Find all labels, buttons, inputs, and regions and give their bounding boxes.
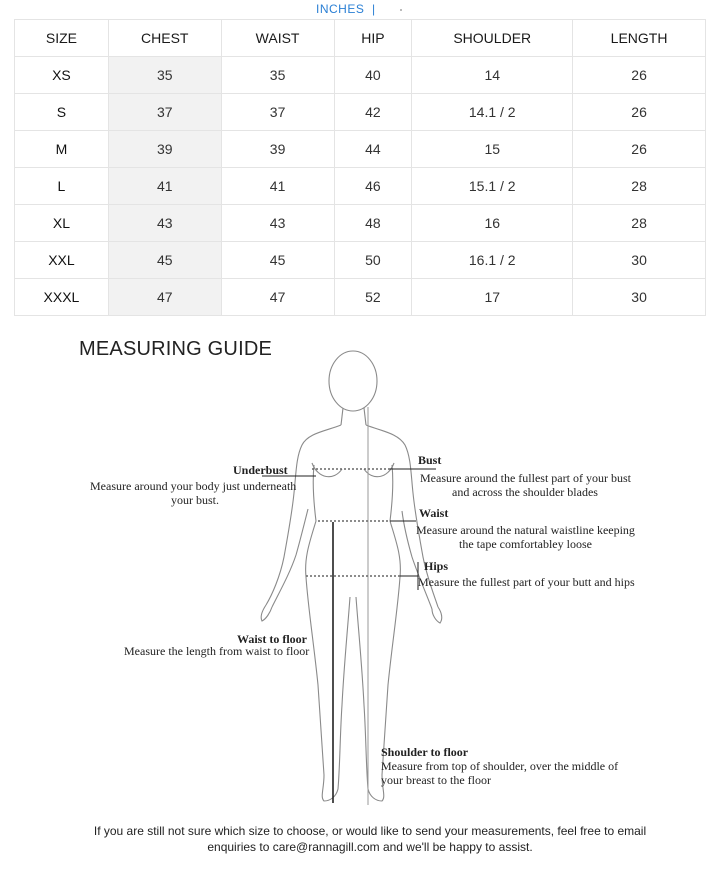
size-cell: S [15,94,109,131]
unit-separator: | [372,2,376,16]
unit-toggle [0,0,719,18]
shoulder-cell: 15.1 / 2 [412,168,573,205]
length-cell: 28 [573,205,706,242]
hips-desc-line1: Measure the fullest part of your butt and hips [418,575,635,589]
shoulder-cell: 16 [412,205,573,242]
table-row [15,168,706,205]
table-row [15,279,706,316]
length-cell: 28 [573,168,706,205]
hip-cell: 46 [334,168,412,205]
waist-cell: 45 [221,242,334,279]
underbust-desc-line2: your bust. [171,493,219,507]
measuring-guide-figure [0,345,719,815]
footer-line-2: enquiries to care@rannagill.com and we'll be happy to assist. [207,840,533,854]
waist-cell: 37 [221,94,334,131]
header-size: SIZE [15,20,109,57]
underbust-desc-line1: Measure around your body just underneath [90,479,297,493]
shoulder-to-floor-heading: Shoulder to floor [381,745,469,759]
shoulder-cell: 14.1 / 2 [412,94,573,131]
shoulder-cell: 16.1 / 2 [412,242,573,279]
size-cell: XXXL [15,279,109,316]
shoulder-cell: 17 [412,279,573,316]
shoulder-cell: 14 [412,57,573,94]
header-shoulder: SHOULDER [412,20,573,57]
hip-cell: 40 [334,57,412,94]
length-cell: 30 [573,279,706,316]
waist-desc-line2: the tape comfortabley loose [459,537,592,551]
header-chest: CHEST [108,20,221,57]
waist-to-floor-heading: Waist to floor [237,632,307,646]
hip-cell: 52 [334,279,412,316]
size-chart-table [14,19,706,316]
table-row [15,131,706,168]
measuring-guide-title: MEASURING GUIDE [79,338,273,360]
header-hip: HIP [334,20,412,57]
table-header-row [15,20,706,57]
chest-cell: 39 [108,131,221,168]
chest-cell: 47 [108,279,221,316]
waist-cell: 47 [221,279,334,316]
underbust-heading: Underbust [233,463,288,477]
footer-line-1: If you are still not sure which size to choose, or would like to send your measurements, feel free to email [93,824,647,838]
header-length: LENGTH [573,20,706,57]
help-footer [0,823,719,855]
chest-cell: 41 [108,168,221,205]
waist-cell: 39 [221,131,334,168]
waist-cell: 41 [221,168,334,205]
hip-cell: 50 [334,242,412,279]
bust-heading: Bust [418,453,442,467]
waist-cell: 43 [221,205,334,242]
hip-cell: 44 [334,131,412,168]
hip-cell: 42 [334,94,412,131]
unit-dot [400,9,402,11]
table-row [15,242,706,279]
waist-heading: Waist [419,506,449,520]
size-cell: L [15,168,109,205]
shoulder-to-floor-desc-line2: your breast to the floor [381,773,491,787]
waist-desc-line1: Measure around the natural waistline keeping [416,523,635,537]
hip-cell: 48 [334,205,412,242]
header-waist: WAIST [221,20,334,57]
length-cell: 26 [573,94,706,131]
size-cell: M [15,131,109,168]
table-row [15,205,706,242]
waist-to-floor-desc: Measure the length from waist to floor [124,644,310,658]
waist-cell: 35 [221,57,334,94]
length-cell: 26 [573,57,706,94]
length-cell: 26 [573,131,706,168]
chest-cell: 45 [108,242,221,279]
size-cell: XL [15,205,109,242]
chest-cell: 35 [108,57,221,94]
bust-desc-line1: Measure around the fullest part of your bust [420,471,631,485]
table-row [15,57,706,94]
shoulder-to-floor-desc-line1: Measure from top of shoulder, over the middle of [381,759,619,773]
inches-toggle[interactable]: INCHES [316,2,365,16]
length-cell: 30 [573,242,706,279]
table-row [15,94,706,131]
hips-heading: Hips [424,559,449,573]
shoulder-cell: 15 [412,131,573,168]
bust-desc-line2: and across the shoulder blades [452,485,598,499]
size-cell: XXL [15,242,109,279]
size-cell: XS [15,57,109,94]
chest-cell: 43 [108,205,221,242]
chest-cell: 37 [108,94,221,131]
